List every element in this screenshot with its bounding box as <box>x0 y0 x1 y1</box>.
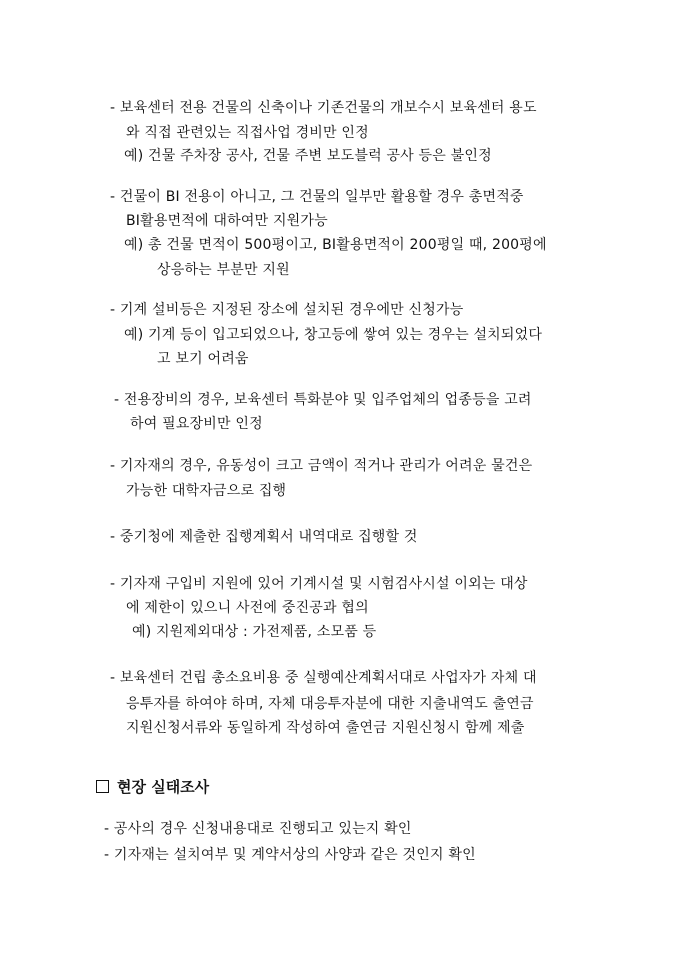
item-4-line-1: - 전용장비의 경우, 보육센터 특화분야 및 입주업체의 업종등을 고려 <box>114 392 532 408</box>
item-3-example-cont: 고 보기 어려움 <box>157 351 249 367</box>
item-3-example: 예) 기계 등이 입고되었으나, 창고등에 쌓여 있는 경우는 설치되었다 <box>124 327 543 343</box>
item-5-line-2: 가능한 대학자금으로 집행 <box>126 483 287 499</box>
item-1-example: 예) 건물 주차장 공사, 건물 주변 보도블럭 공사 등은 불인정 <box>124 148 492 164</box>
item-2-line-2: BI활용면적에 대하여만 지원가능 <box>126 213 328 229</box>
item-1-line-2: 와 직접 관련있는 직접사업 경비만 인정 <box>126 125 369 141</box>
item-7-line-1: - 기자재 구입비 지원에 있어 기계시설 및 시험검사시설 이외는 대상 <box>110 576 528 592</box>
item-7-line-2: 에 제한이 있으니 사전에 중진공과 협의 <box>126 600 369 616</box>
item-8-line-1: - 보육센터 건립 총소요비용 중 실행예산계획서대로 사업자가 자체 대 <box>110 670 537 686</box>
item-8-line-2: 응투자를 하여야 하며, 자체 대응투자분에 대한 지출내역도 출연금 <box>126 696 534 712</box>
section-line-1: - 공사의 경우 신청내용대로 진행되고 있는지 확인 <box>104 821 412 837</box>
item-7-example: 예) 지원제외대상 : 가전제품, 소모품 등 <box>132 624 377 640</box>
item-8-line-3: 지원신청서류와 동일하게 작성하여 출연금 지원신청시 함께 제출 <box>126 720 525 736</box>
item-2-line-1: - 건물이 BI 전용이 아니고, 그 건물의 일부만 활용할 경우 총면적중 <box>110 189 524 205</box>
item-2-example: 예) 총 건물 면적이 500평이고, BI활용면적이 200평일 때, 200평에 <box>124 237 547 253</box>
section-heading-text: 현장 실태조사 <box>117 778 210 796</box>
checkbox-square-icon <box>96 780 109 793</box>
item-5-line-1: - 기자재의 경우, 유동성이 크고 금액이 적거나 관리가 어려운 물건은 <box>110 458 533 474</box>
item-4-line-2: 하여 필요장비만 인정 <box>130 416 263 432</box>
item-6-line-1: - 중기청에 제출한 집행계획서 내역대로 집행할 것 <box>110 529 418 545</box>
item-3-line-1: - 기계 설비등은 지정된 장소에 설치된 경우에만 신청가능 <box>110 302 464 318</box>
item-2-example-cont: 상응하는 부분만 지원 <box>157 262 290 278</box>
section-line-2: - 기자재는 설치여부 및 계약서상의 사양과 같은 것인지 확인 <box>104 847 476 863</box>
item-1-line-1: - 보육센터 전용 건물의 신축이나 기존건물의 개보수시 보육센터 용도 <box>110 100 537 116</box>
section-heading <box>96 776 209 798</box>
